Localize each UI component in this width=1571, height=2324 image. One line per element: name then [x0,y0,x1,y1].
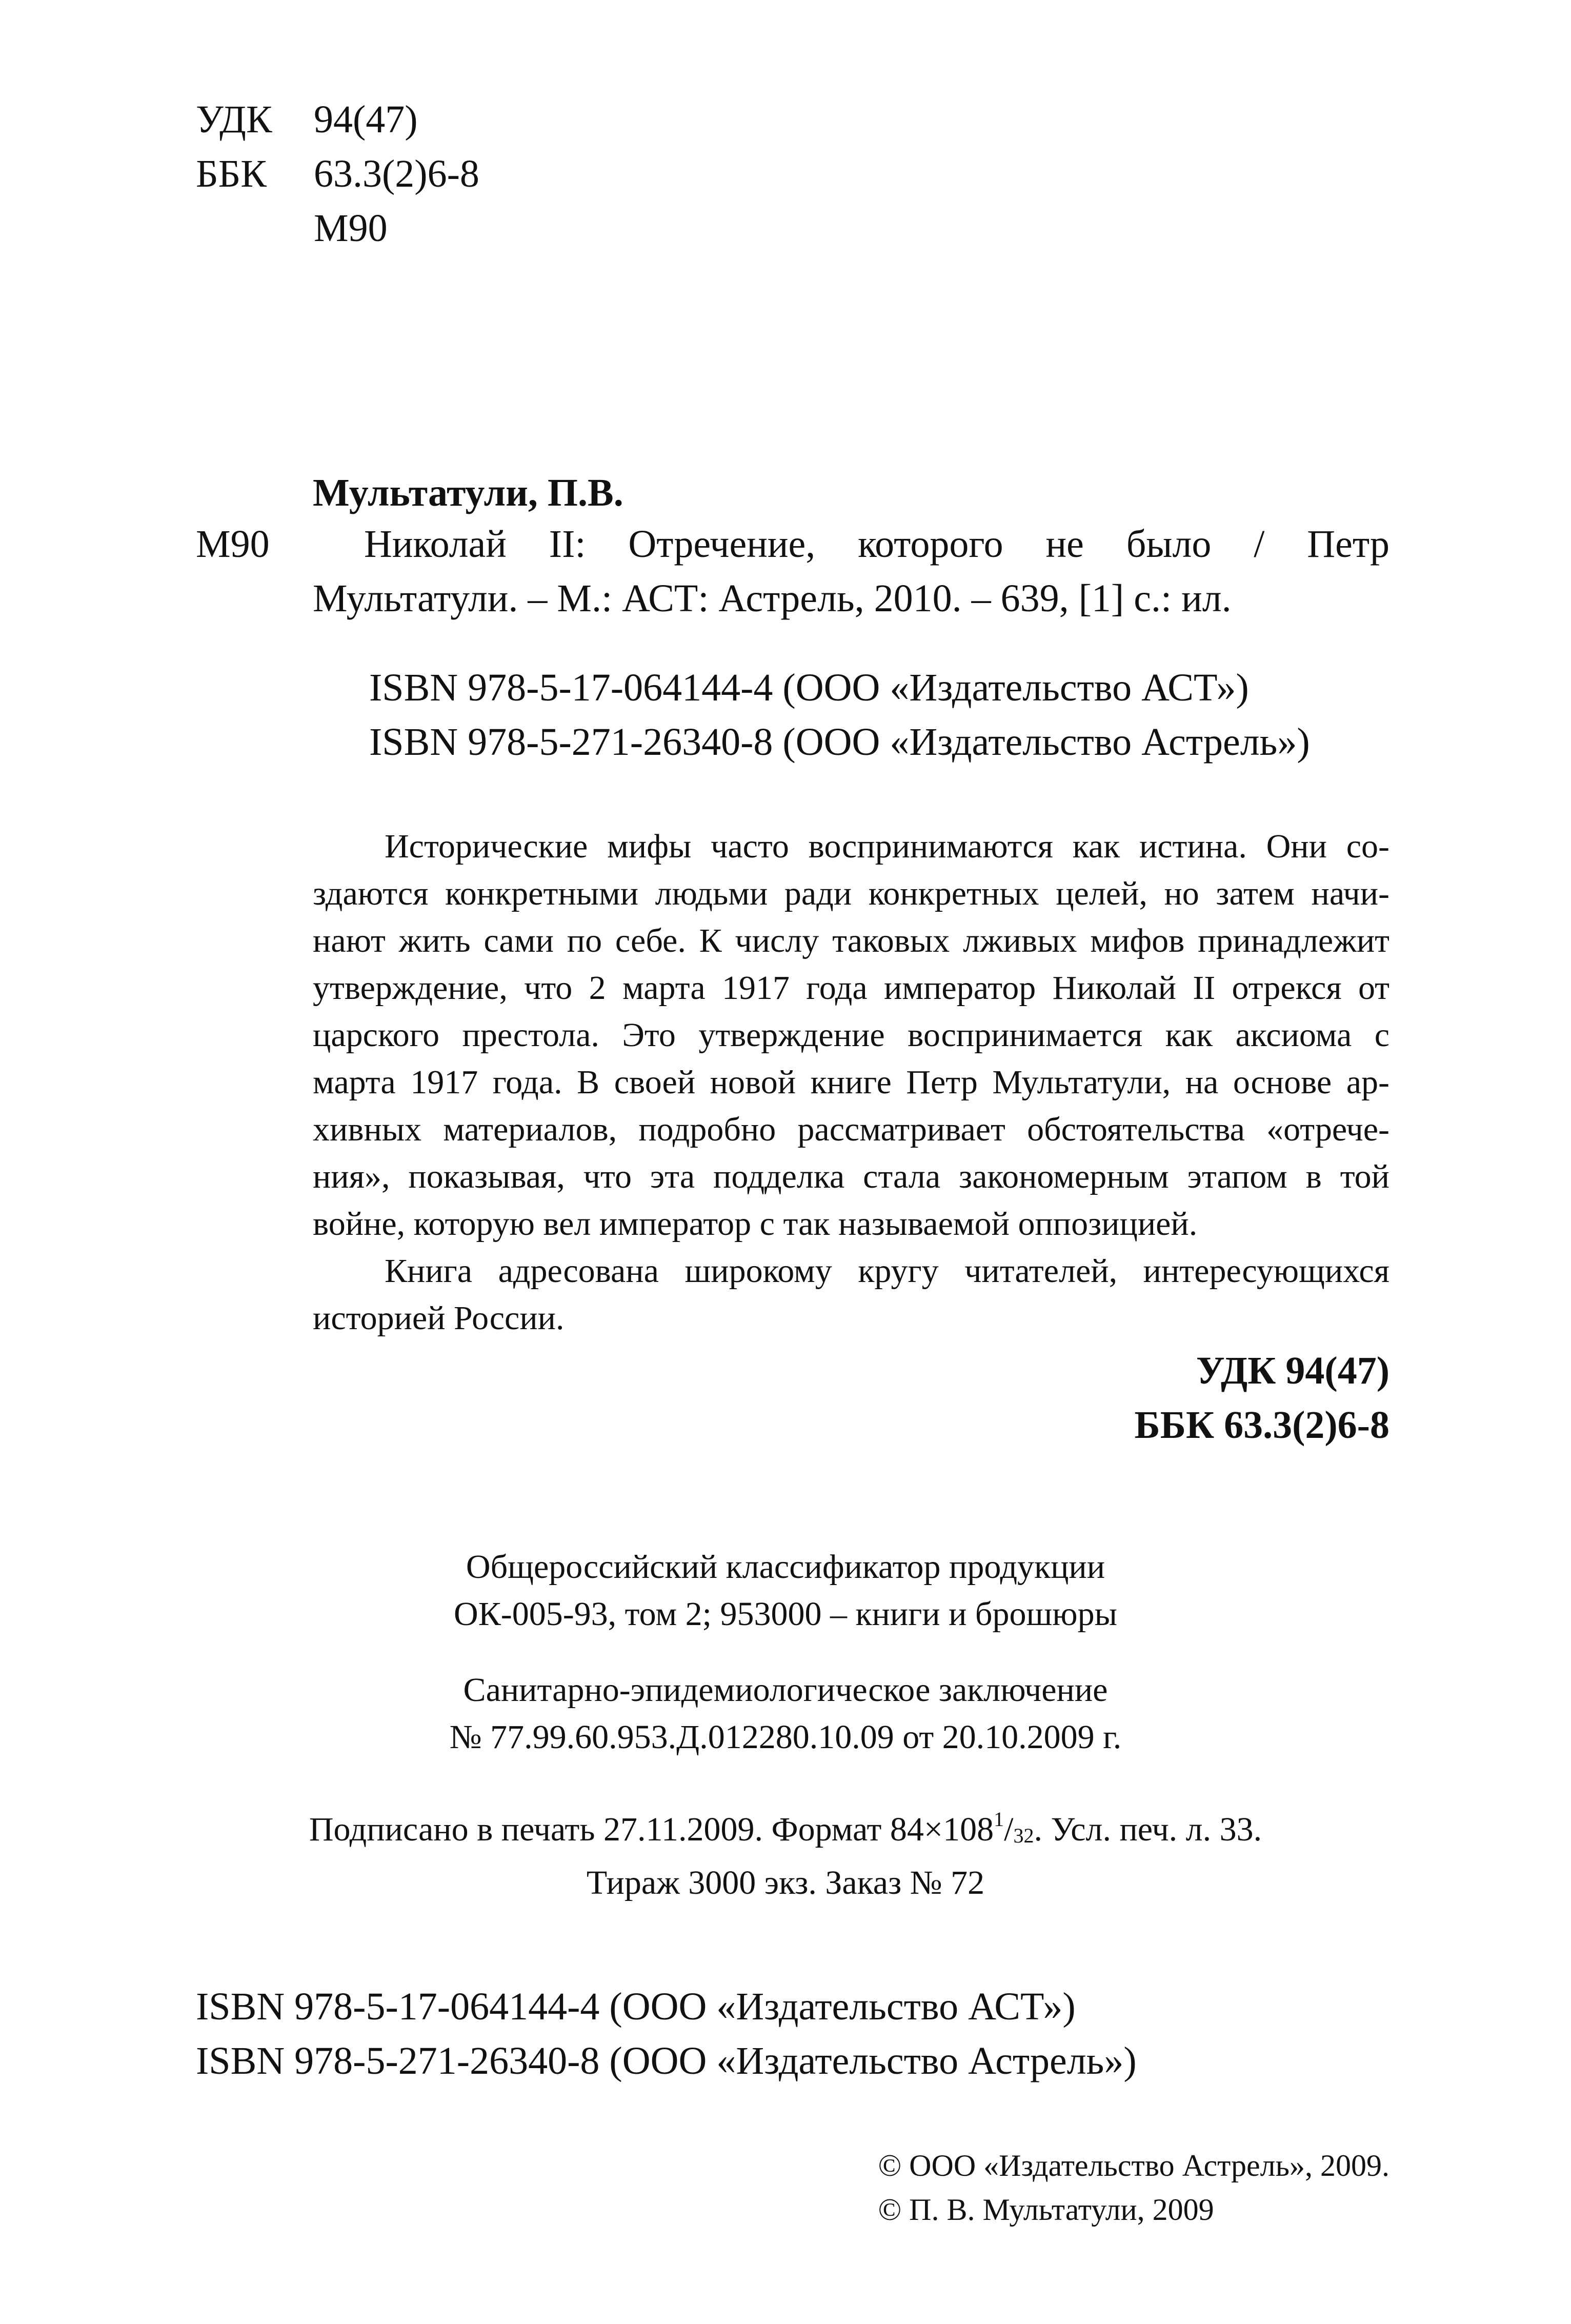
product-classifier [0,1544,1571,1638]
copyright-line: © ООО «Издательство Астрель», 2009. [878,2149,1389,2182]
print-info-line: Тираж 3000 экз. Заказ № 72 [586,1864,985,1901]
isbn-line: ISBN 978-5-17-064144-4 (ООО «Издательство АСТ») [196,1985,1076,2028]
annotation-line: Исторические мифы часто воспринимаются как истина. Они со- [385,828,1389,865]
isbn-line: ISBN 978-5-271-26340-8 (ООО «Издательство Астрель») [369,720,1310,764]
print-info-text: Подписано в печать 27.11.2009. Формат 84×108 [309,1811,994,1848]
format-fraction-numerator: 1 [994,1808,1004,1831]
entry-title-block [313,517,1389,626]
entry-title-line: Мультатули. – М.: АСТ: Астрель, 2010. – 639, [1] с.: ил. [313,577,1232,620]
library-codes-right [1134,1344,1389,1452]
udk-row [196,92,479,147]
annotation-paragraph [313,1248,1389,1342]
format-fraction-denominator: 32 [1013,1824,1034,1847]
bbk-label: ББК [196,152,267,195]
annotation-line: историей России. [313,1299,565,1337]
sanitary-certificate [0,1667,1571,1761]
annotation-line: ния», показывая, что эта подделка стала закономерным этапом в той [313,1158,1389,1195]
annotation-paragraph [313,823,1389,1248]
udk-value: 94(47) [314,98,418,141]
entry-author: Мультатули, П.В. [313,471,623,514]
isbn-line: ISBN 978-5-271-26340-8 (ООО «Издательство Астрель») [196,2039,1137,2082]
isbn-line: ISBN 978-5-17-064144-4 (ООО «Издательство АСТ») [369,666,1249,709]
entry-title-line: Николай II: Отречение, которого не было / Петр [364,523,1389,566]
bbk-value: 63.3(2)6-8 [314,152,479,195]
bbk-row [196,147,479,201]
library-codes-top [196,92,479,255]
classifier-line: ОК-005-93, том 2; 953000 – книги и брошюры [454,1595,1117,1633]
udk-label: УДК [196,98,272,141]
entry-author-mark: М90 [196,523,270,566]
isbn-bottom-block [196,1979,1137,2088]
isbn-block [369,660,1310,769]
author-mark-top: М90 [314,207,388,250]
annotation-line: войне, которую вел император с так называемой оппозицией. [313,1205,1198,1243]
print-info [0,1796,1571,1907]
annotation-line: Книга адресована широкому кругу читателей, интересующихся [385,1252,1389,1290]
udk-code: УДК 94(47) [1196,1349,1389,1392]
print-info-text: . Усл. печ. л. 33. [1034,1811,1262,1848]
sanitary-line: Санитарно-эпидемиологическое заключение [463,1671,1108,1709]
annotation-line: утверждение, что 2 марта 1917 года император Николай II отрекся от [313,969,1389,1007]
copyright-block [878,2143,1389,2232]
sanitary-line: № 77.99.60.953.Д.012280.10.09 от 20.10.2009 г. [449,1718,1122,1756]
author-mark-row [196,201,479,255]
annotation-line: хивных материалов, подробно рассматривает обстоятельства «отрече- [313,1111,1389,1148]
print-info-line: Подписано в печать 27.11.2009. Формат $84\times 108^1/_{32}$. Усл. печ. л. 33. [309,1808,1262,1848]
annotation [313,823,1389,1342]
copyright-line: © П. В. Мультатули, 2009 [878,2193,1214,2227]
bbk-code: ББК 63.3(2)6-8 [1134,1404,1389,1447]
classifier-line: Общероссийский классификатор продукции [466,1548,1105,1586]
annotation-line: марта 1917 года. В своей новой книге Петр Мультатули, на основе ар- [313,1064,1389,1101]
annotation-line: царского престола. Это утверждение воспринимается как аксиома с [313,1016,1389,1054]
annotation-line: нают жить сами по себе. К числу таковых лживых мифов принадлежит [313,922,1389,959]
annotation-line: здаются конкретными людьми ради конкретных целей, но затем начи- [313,875,1389,912]
